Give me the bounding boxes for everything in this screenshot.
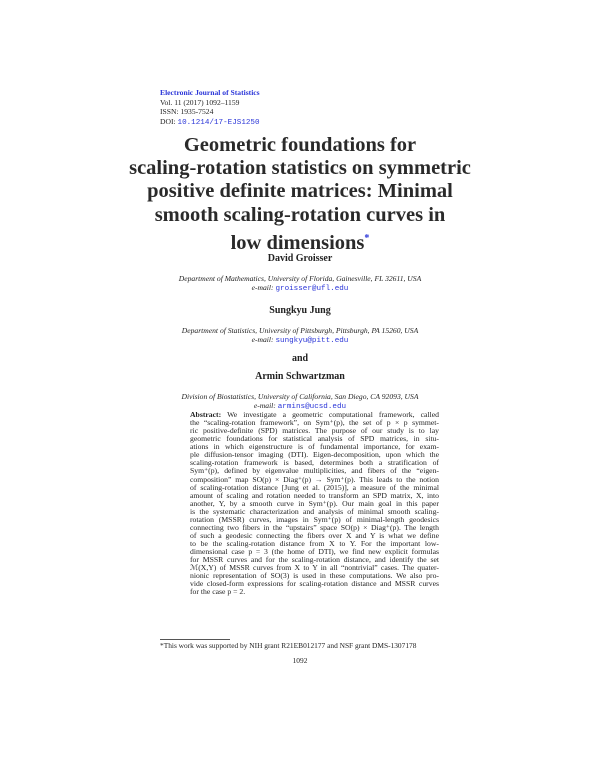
email-label: e-mail:: [251, 335, 274, 344]
title-line: Geometric foundations for: [183, 134, 417, 156]
abstract-line: composition” map SO(p) × Diag⁺(p) → Sym⁺(p). This leads to the notion: [190, 474, 439, 484]
author-affiliation: Division of Biostatistics, University of California, San Diego, CA 92093, USA: [181, 392, 419, 401]
footnote-rule: [160, 639, 230, 640]
abstract-line: connecting two fibers in the “upstairs” space SO(p) × Diag⁺(p). The length: [190, 522, 439, 532]
abstract-line: ations in which eigenstructure is of fundamental importance, for exam-: [190, 442, 439, 452]
doi-link[interactable]: 10.1214/17-EJS1250: [177, 118, 260, 127]
title-line: smooth scaling-rotation curves in: [154, 203, 446, 226]
abstract-line: ple diffusion-tensor imaging (DTI). Eigen-decomposition, upon which the: [190, 450, 439, 460]
author-affiliation: Department of Statistics, University of Pittsburgh, Pittsburgh, PA 15260, USA: [181, 326, 419, 335]
abstract: [190, 411, 439, 596]
title-line: scaling-rotation statistics on symmetric: [129, 157, 471, 180]
abstract-line: of such a geodesic connecting the fibers over X and Y is what we define: [190, 530, 439, 540]
author-email: [100, 283, 500, 293]
journal-info: [160, 88, 260, 128]
abstract-line: amount of scaling and rotation needed to transform an SPD matrix, X, into: [190, 490, 439, 500]
abstract-line: another, Y, by a smooth curve in Sym⁺(p). Our main goal in this paper: [190, 498, 439, 508]
abstract-line-text: We investigate a geometric computational framework, called: [227, 410, 439, 419]
footnote-mark-link[interactable]: *: [364, 232, 370, 244]
abstract-line: of scaling-rotation distance [Jung et al. (2015)], a measure of the minimal: [190, 482, 439, 492]
abstract-line: dimensional case p = 3 (the home of DTI), we find new explicit formulas: [190, 547, 439, 557]
abstract-line: geometric foundations for statistical analysis of SPD matrices, in situ-: [190, 434, 439, 444]
email-label: e-mail:: [251, 283, 274, 292]
abstract-line: scaling-rotation framework is based, determines both a stratification of: [190, 458, 439, 468]
abstract-line: is the systematic characterization and analysis of minimal smooth scaling-: [190, 506, 439, 516]
email-link[interactable]: groisser@ufl.edu: [275, 285, 349, 293]
journal-volume: Vol. 11 (2017) 1092–1159: [160, 97, 240, 107]
author-email: [100, 335, 500, 345]
email-link[interactable]: armins@ucsd.edu: [277, 403, 347, 411]
abstract-line: vide closed-form expressions for scaling-rotation distance and MSSR curves: [190, 579, 439, 589]
doi-label: DOI:: [160, 116, 176, 126]
abstract-line: nionic representation of SO(3) is used in these computations. We also pro-: [190, 571, 439, 581]
paper-title: [100, 134, 500, 255]
footnote: *This work was supported by NIH grant R21EB012177 and NSF grant DMS-1307178: [160, 641, 417, 650]
journal-doi: [160, 117, 260, 129]
email-link[interactable]: sungkyu@pitt.edu: [275, 337, 349, 345]
author-name: David Groisser: [267, 253, 333, 264]
title-line-text: low dimensions: [230, 231, 365, 254]
abstract-line: Sym⁺(p), defined by eigenvalue multiplicities, and fibers of the “eigen-: [190, 466, 439, 476]
author-name: Armin Schwartzman: [255, 371, 345, 382]
author-name: Sungkyu Jung: [269, 305, 331, 316]
title-line: positive definite matrices: Minimal: [147, 180, 453, 203]
abstract-line: ℳ(X,Y) of MSSR curves from X to Y in all “nontrivial” cases. The quater-: [190, 563, 439, 573]
abstract-line: ric positive-definite (SPD) matrices. The purpose of our study is to lay: [190, 426, 439, 436]
journal-issn: ISSN: 1935-7524: [160, 107, 214, 117]
email-label: e-mail:: [253, 401, 276, 410]
abstract-line: for MSSR curves and for the scaling-rotation distance, and identify the set: [190, 555, 439, 565]
abstract-label: Abstract:: [190, 410, 222, 419]
abstract-line: the “scaling-rotation framework”, on Sym⁺(p), the set of p × p symmet-: [190, 418, 439, 428]
title-line: [100, 227, 500, 255]
abstract-line: rotation (MSSR) curves, images in Sym⁺(p) of minimal-length geodesics: [190, 514, 439, 524]
and-separator: and: [291, 353, 309, 364]
abstract-line: to be the scaling-rotation distance from X to Y. For the important low-: [190, 539, 439, 548]
author-affiliation: Department of Mathematics, University of Florida, Gainesville, FL 32611, USA: [178, 274, 422, 283]
page-number: 1092: [292, 656, 308, 665]
journal-name-link[interactable]: Electronic Journal of Statistics: [160, 88, 260, 97]
abstract-line: for the case p = 2.: [190, 587, 246, 597]
